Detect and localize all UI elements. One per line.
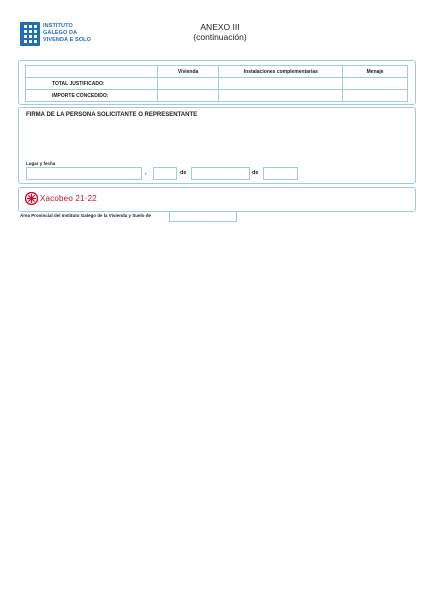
document-subtitle: (continuación) <box>193 32 247 42</box>
header-cell-instalaciones: Instalaciones complementarias <box>219 66 343 78</box>
table-row <box>26 78 408 90</box>
summary-section <box>18 60 416 105</box>
summary-header-row <box>26 66 408 78</box>
xacobeo-section <box>18 187 416 212</box>
xacobeo-logo-text: Xacobeo 21·22 <box>40 194 97 203</box>
importe-instalaciones-input[interactable] <box>219 90 343 102</box>
total-menaje-input[interactable] <box>343 78 408 90</box>
summary-table <box>25 65 408 102</box>
de-separator-2: de <box>252 170 259 176</box>
row-label-total-justificado: TOTAL JUSTIFICADO: <box>26 78 158 90</box>
header-cell-menaje: Menaje <box>343 66 408 78</box>
logo-line-2: GALEGO DA <box>43 30 78 36</box>
row-label-importe-concedido: IMPORTE CONCEDIDO: <box>26 90 158 102</box>
importe-vivienda-input[interactable] <box>157 90 219 102</box>
signature-title: FIRMA DE LA PERSONA SOLICITANTE O REPRESENTANTE <box>26 112 198 118</box>
xunta-emblem-icon <box>20 22 40 46</box>
place-input[interactable] <box>26 167 142 180</box>
day-input[interactable] <box>153 167 177 180</box>
document-heading <box>150 22 290 42</box>
igvs-logo <box>20 22 102 46</box>
month-input[interactable] <box>191 167 250 180</box>
logo-line-3: VIVENDA E SOLO <box>43 37 91 43</box>
header-cell-blank <box>26 66 158 78</box>
area-provincial-label: Área Provincial del Instituto Galego de la Vivienda y Suelo de <box>20 213 151 218</box>
total-vivienda-input[interactable] <box>157 78 219 90</box>
total-instalaciones-input[interactable] <box>219 78 343 90</box>
importe-menaje-input[interactable] <box>343 90 408 102</box>
table-row <box>26 90 408 102</box>
header-cell-vivienda: Vivienda <box>157 66 219 78</box>
logo-text <box>43 23 123 44</box>
year-input[interactable] <box>263 167 298 180</box>
document-title: ANEXO III <box>200 22 240 32</box>
area-provincial-input[interactable] <box>169 211 237 222</box>
logo-line-1: INSTITUTO <box>43 23 73 29</box>
de-separator-1: de <box>180 170 187 176</box>
signature-section <box>18 107 416 184</box>
place-date-label: Lugar y fecha <box>26 161 56 166</box>
comma-separator: , <box>145 170 147 176</box>
xacobeo-shell-icon <box>25 192 38 205</box>
